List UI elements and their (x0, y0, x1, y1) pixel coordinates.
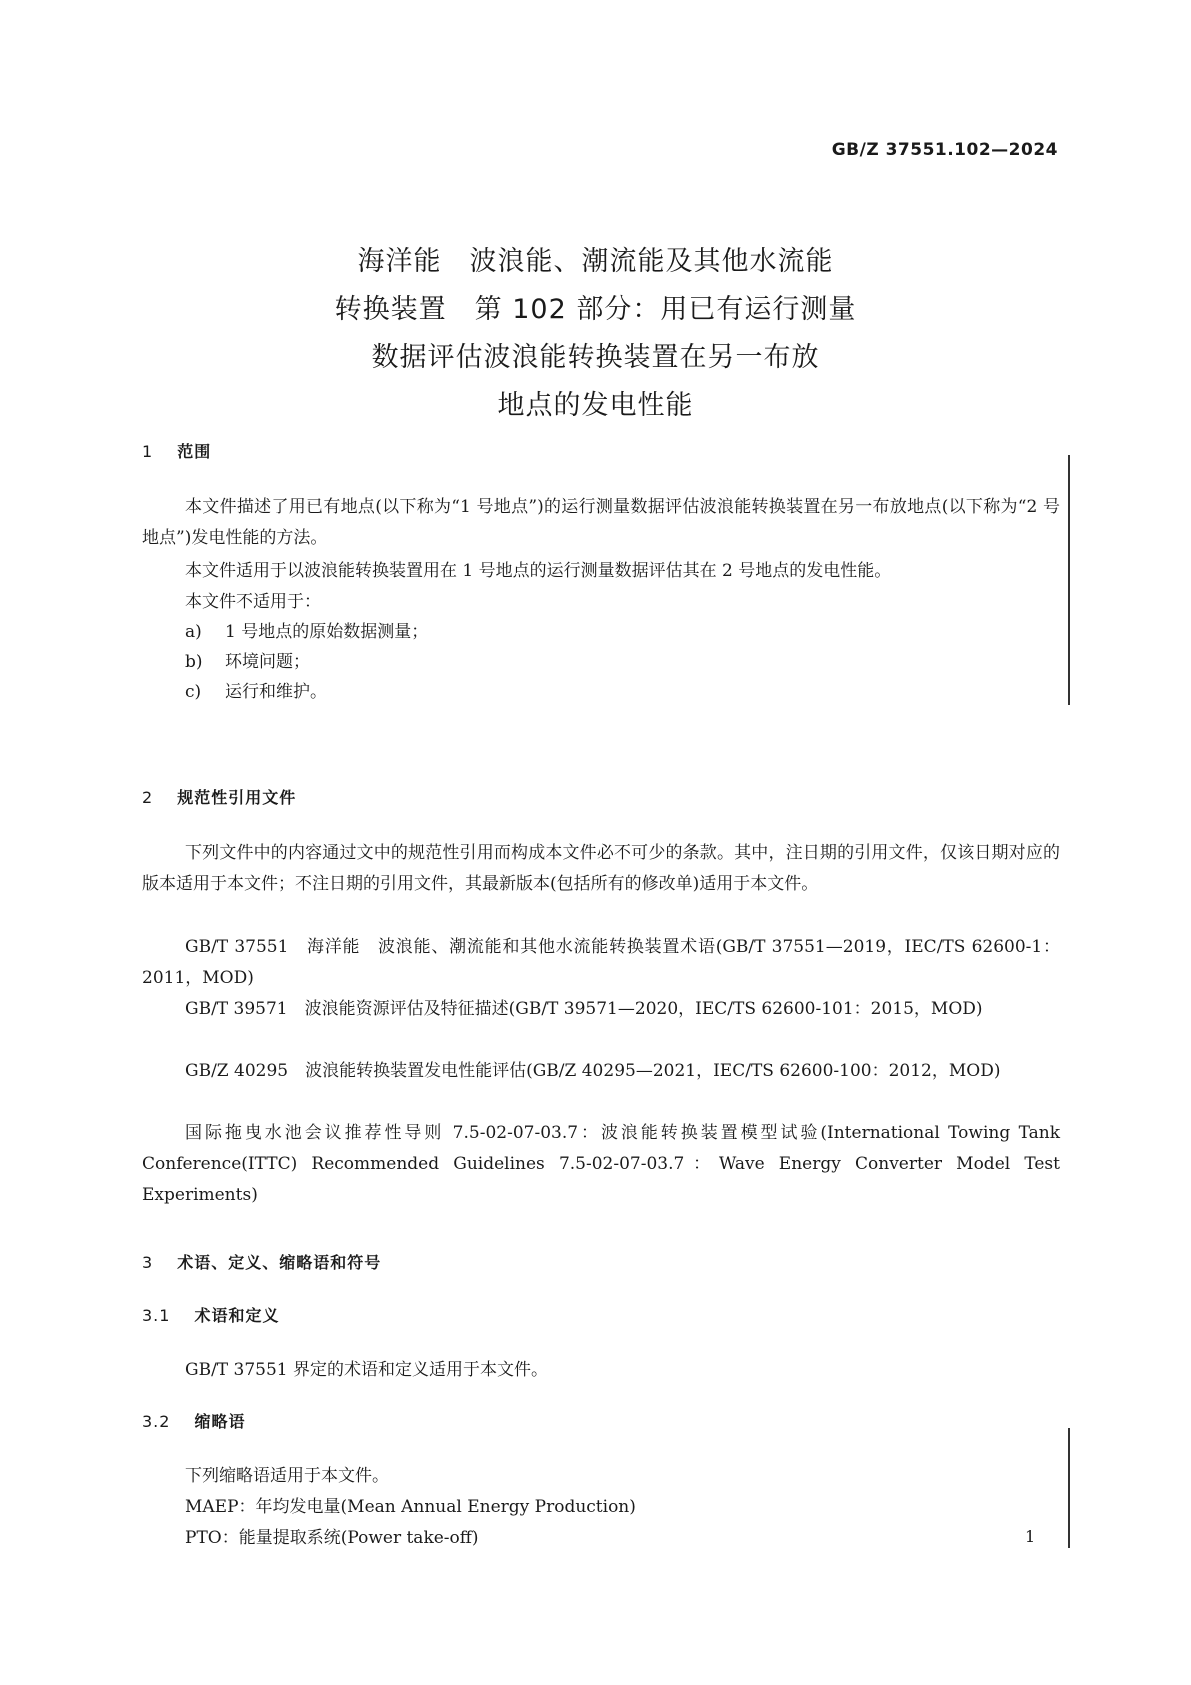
document-title (0, 238, 1191, 430)
abbreviation-entry: PTO：能量提取系统(Power take-off) (185, 1528, 479, 1548)
section-1-heading (142, 439, 211, 462)
abbreviation-entry: MAEP：年均发电量(Mean Annual Energy Production) (185, 1497, 636, 1517)
section-title: 术语、定义、缩略语和符号 (177, 1253, 382, 1272)
title-line: 地点的发电性能 (497, 390, 694, 421)
list-item-label: c) (185, 682, 202, 702)
subsection-3-1-heading (142, 1303, 279, 1326)
section-title: 范围 (177, 442, 212, 461)
page-number: 1 (1025, 1527, 1036, 1546)
scope-paragraph-3: 本文件不适用于： (185, 592, 321, 612)
title-line: 海洋能 波浪能、潮流能及其他水流能 (357, 246, 834, 277)
scope-paragraph-2: 本文件适用于以波浪能转换装置用在 1 号地点的运行测量数据评估其在 2 号地点的发电性能。 (185, 561, 892, 581)
title-line: 转换装置 第 102 部分：用已有运行测量 (334, 294, 857, 325)
abbreviations-intro: 下列缩略语适用于本文件。 (185, 1466, 389, 1486)
reference-entry: GB/T 39571 波浪能资源评估及特征描述(GB/T 39571—2020，IEC/TS 62600-101：2015，MOD) (185, 999, 983, 1019)
subsection-3-2-heading (142, 1409, 245, 1432)
list-item-text: 1 号地点的原始数据测量； (225, 622, 429, 642)
list-item (185, 677, 327, 702)
subsection-title: 术语和定义 (194, 1306, 280, 1325)
references-intro: 下列文件中的内容通过文中的规范性引用而构成本文件必不可少的条款。其中，注日期的引用文件，仅该日期对应的版本适用于本文件；不注日期的引用文件，其最新版本(包括所有的修改单)适用于本文件。 (142, 843, 1060, 894)
section-number: 1 (142, 442, 154, 461)
subsection-number: 3.2 (142, 1412, 171, 1431)
section-2-heading (142, 785, 296, 808)
list-item-text: 运行和维护。 (225, 682, 327, 702)
list-item (185, 647, 310, 672)
scope-paragraph-1: 本文件描述了用已有地点(以下称为“1 号地点”)的运行测量数据评估波浪能转换装置在另一布放地点(以下称为“2 号地点”)发电性能的方法。 (142, 497, 1060, 548)
title-line: 数据评估波浪能转换装置在另一布放 (371, 342, 820, 373)
terms-paragraph: GB/T 37551 界定的术语和定义适用于本文件。 (185, 1360, 549, 1380)
change-bar (1068, 455, 1070, 705)
list-item (185, 617, 428, 642)
list-item-label: a) (185, 622, 202, 642)
document-code: GB/Z 37551.102—2024 (831, 140, 1058, 160)
subsection-title: 缩略语 (194, 1412, 246, 1431)
section-number: 2 (142, 788, 154, 807)
reference-entry: 国际拖曳水池会议推荐性导则 7.5-02-07-03.7：波浪能转换装置模型试验(International Towing Tank Conference(ITTC) Recommended Guidelines 7.5-02-07-03.7：Wave Energy Converter Model Test Experiments) (142, 1123, 1060, 1205)
section-number: 3 (142, 1253, 154, 1272)
reference-entry: GB/Z 40295 波浪能转换装置发电性能评估(GB/Z 40295—2021，IEC/TS 62600-100：2012，MOD) (185, 1061, 1001, 1081)
reference-entry: GB/T 37551 海洋能 波浪能、潮流能和其他水流能转换装置术语(GB/T 37551—2019，IEC/TS 62600-1：2011，MOD) (142, 937, 1060, 988)
list-item-label: b) (185, 652, 203, 672)
subsection-number: 3.1 (142, 1306, 171, 1325)
section-title: 规范性引用文件 (177, 788, 297, 807)
section-3-heading (142, 1250, 381, 1273)
change-bar (1068, 1428, 1070, 1548)
list-item-text: 环境问题； (225, 652, 310, 672)
